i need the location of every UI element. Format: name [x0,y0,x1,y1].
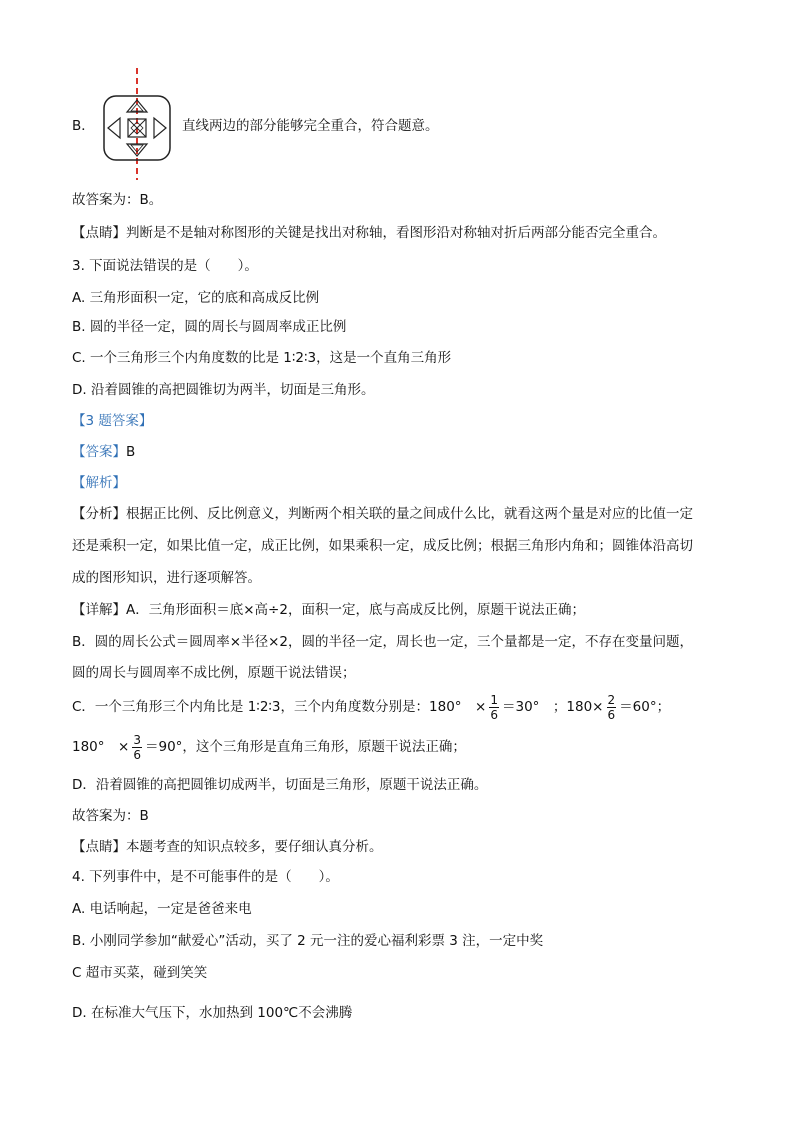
comment-text: 本题考查的知识点较多，要仔细认真分析。 [126,839,383,855]
q4-option-c: C 超市买菜，碰到笑笑 [72,965,208,981]
q3-detail-c-1 [72,690,670,724]
fraction-numerator: 2 [607,692,616,707]
q4-stem: 4. 下列事件中，是不可能事件的是（ ）。 [72,869,339,885]
q3-final-answer: 故答案为：B [72,808,149,824]
answer-tag: 【答案】 [72,444,126,460]
q3-detail-d: D．沿着圆锥的高把圆锥切成两半，切面是三角形，原题干说法正确。 [72,777,488,793]
q3-detail-b-2: 圆的周长与圆周率不成比例，原题干说法错误； [72,665,356,681]
fraction-denominator: 6 [133,747,141,762]
fraction-3-6 [132,733,142,762]
analysis-text: 根据正比例、反比例意义，判断两个相关联的量之间成什么比，就看这两个量是对应的比值一定 [126,506,693,522]
q3-analysis-line-3: 成的图形知识，进行逐项解答。 [72,570,261,586]
comment-tag: 【点睛】 [72,839,126,855]
q4-option-a: A. 电话响起，一定是爸爸来电 [72,901,252,917]
option-b-text: 直线两边的部分能够完全重合，符合题意。 [182,118,439,134]
fraction-1-6 [489,693,499,722]
q3-option-c: C. 一个三角形三个内角度数的比是 1∶2∶3，这是一个直角三角形 [72,350,452,366]
fraction-2-6 [607,693,617,722]
q3-detail-c-2 [72,730,466,764]
answer-q2: 故答案为：B。 [72,192,163,208]
comment-text: 判断是不是轴对称图形的关键是找出对称轴，看图形沿对称轴对折后两部分能否完全重合。 [126,225,666,241]
detail-c-prefix: C．一个三角形三个内角比是 1∶2∶3，三个内角度数分别是：180° × [72,699,487,715]
detail-c2-prefix: 180° × [72,739,130,755]
fraction-denominator: 6 [490,707,498,722]
q3-analysis-line-2: 还是乘积一定，如果比值一定，成正比例，如果乘积一定，成反比例；根据三角形内角和；圆锥体沿高切 [72,538,693,554]
option-b-label: B． [72,118,95,134]
detail-c2-suffix: ＝90°，这个三角形是直角三角形，原题干说法正确； [144,739,466,755]
fraction-numerator: 1 [490,692,498,707]
q3-analysis-header: 【解析】 [72,475,126,491]
comment-tag: 【点睛】 [72,225,126,241]
q3-analysis-line-1 [72,505,693,523]
q4-option-d: D. 在标准大气压下，水加热到 100℃不会沸腾 [72,1005,353,1021]
fraction-denominator: 6 [607,707,616,722]
fraction-numerator: 3 [133,732,141,747]
detail-a-text: A．三角形面积＝底×高÷2，面积一定，底与高成反比例，原题干说法正确； [126,602,585,618]
q3-option-b: B. 圆的半径一定，圆的周长与圆周率成正比例 [72,319,347,335]
detail-tag: 【详解】 [72,602,126,618]
detail-c-suffix: ＝60°； [619,699,671,715]
q3-stem: 3. 下面说法错误的是（ ）。 [72,258,258,274]
symmetry-figure [100,68,174,180]
q3-answer-header: 【3 题答案】 [72,413,153,429]
q4-option-b: B. 小刚同学参加“献爱心”活动，买了 2 元一注的爱心福利彩票 3 注，一定中奖 [72,933,544,949]
q3-answer [72,443,135,461]
q3-detail-a [72,601,585,619]
q3-comment [72,838,383,856]
q3-option-d: D. 沿着圆锥的高把圆锥切为两半，切面是三角形。 [72,382,375,398]
q3-option-a: A. 三角形面积一定，它的底和高成反比例 [72,290,320,306]
comment-q2 [72,224,666,242]
analysis-tag: 【分析】 [72,506,126,522]
detail-c-mid: ＝30° ；180× [501,699,604,715]
answer-value: B [126,444,136,460]
q3-detail-b-1: B．圆的周长公式＝圆周率×半径×2，圆的半径一定，周长也一定，三个量都是一定，不存在变量问题， [72,634,693,650]
